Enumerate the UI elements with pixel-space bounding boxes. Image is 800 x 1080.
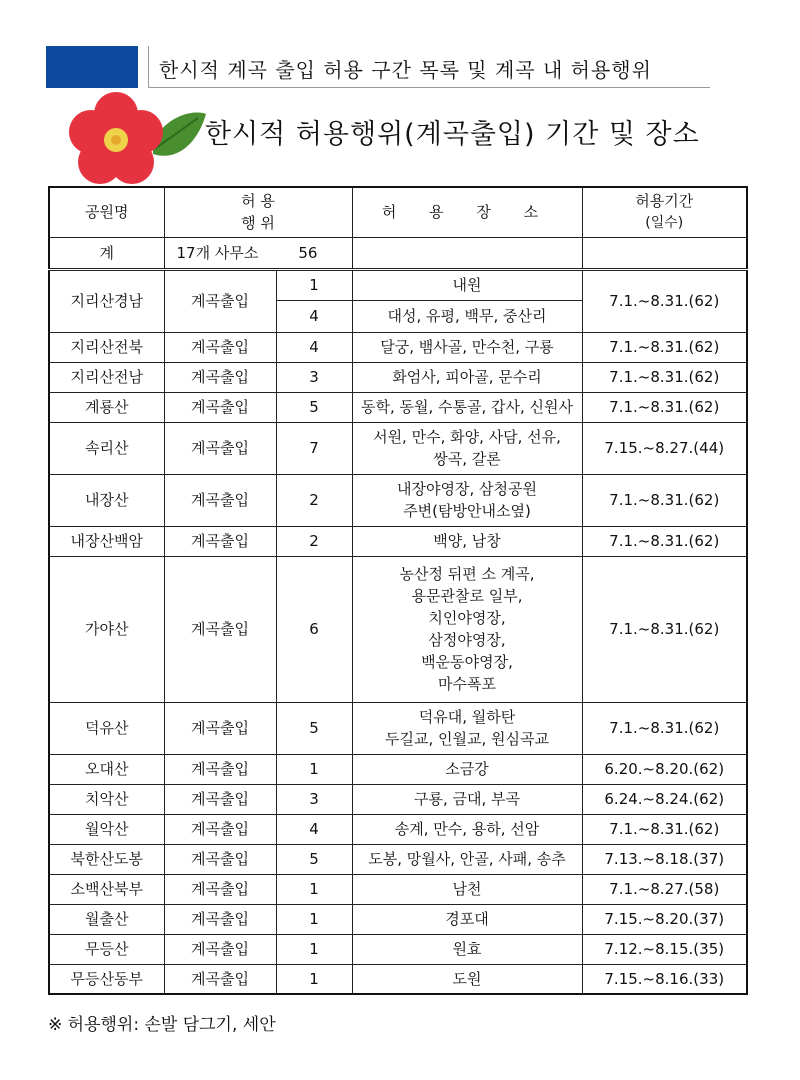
table-row: 치악산 계곡출입 3 구룡, 금대, 부곡 6.24.~8.24.(62) — [49, 784, 747, 814]
table-row: 소백산북부 계곡출입 1 남천 7.1.~8.27.(58) — [49, 874, 747, 904]
total-label: 계 — [49, 237, 164, 269]
header-park: 공원명 — [49, 187, 164, 237]
table-row: 지리산경남 계곡출입 1 내원 7.1.~8.31.(62) — [49, 269, 747, 300]
table-row: 북한산도봉 계곡출입 5 도봉, 망월사, 안골, 사패, 송추 7.13.~8.18.(37) — [49, 844, 747, 874]
table-row: 가야산 계곡출입 6 농산정 뒤편 소 계곡, 용문관찰로 일부, 치인야영장, 삼정야영장, 백운동야영장, 마수폭포 7.1.~8.31.(62) — [49, 556, 747, 702]
header-accent-box — [46, 46, 138, 88]
table-row: 무등산 계곡출입 1 원효 7.12.~8.15.(35) — [49, 934, 747, 964]
table-row: 오대산 계곡출입 1 소금강 6.20.~8.20.(62) — [49, 754, 747, 784]
table-row: 무등산동부 계곡출입 1 도원 7.15.~8.16.(33) — [49, 964, 747, 994]
table-row: 내장산백암 계곡출입 2 백양, 남창 7.1.~8.31.(62) — [49, 526, 747, 556]
main-title: 한시적 허용행위(계곡출입) 기간 및 장소 — [205, 119, 700, 150]
total-row — [49, 237, 747, 269]
table-header-row — [49, 187, 747, 237]
table-row: 지리산전북 계곡출입 4 달궁, 뱀사골, 만수천, 구룡 7.1.~8.31.(62) — [49, 332, 747, 362]
table-row: 계룡산 계곡출입 5 동학, 동월, 수통골, 갑사, 신원사 7.1.~8.31.(62) — [49, 392, 747, 422]
section-title: 한시적 계곡 출입 허용 구간 목록 및 계곡 내 허용행위 — [159, 58, 652, 82]
table-row: 속리산 계곡출입 7 서원, 만수, 화양, 사담, 선유, 쌍곡, 갈론 7.15.~8.27.(44) — [49, 422, 747, 474]
total-place — [352, 237, 582, 269]
header-place: 허 용 장 소 — [352, 187, 582, 237]
table-row: 덕유산 계곡출입 5 덕유대, 월하탄 두길교, 인월교, 원심곡교 7.1.~8.31.(62) — [49, 702, 747, 754]
footnote: ※ 허용행위: 손발 담그기, 세안 — [48, 1015, 276, 1035]
header-period: 허용기간 (일수) — [582, 187, 747, 237]
table-row: 내장산 계곡출입 2 내장야영장, 삼청공원 주변(탐방안내소옆) 7.1.~8.31.(62) — [49, 474, 747, 526]
section-header — [148, 46, 710, 88]
table-row: 월출산 계곡출입 1 경포대 7.15.~8.20.(37) — [49, 904, 747, 934]
table-row: 지리산전남 계곡출입 3 화엄사, 피아골, 문수리 7.1.~8.31.(62) — [49, 362, 747, 392]
table-row: 4 대성, 유평, 백무, 중산리 — [49, 300, 747, 332]
table-row: 월악산 계곡출입 4 송계, 만수, 용하, 선암 7.1.~8.31.(62) — [49, 814, 747, 844]
header-activity: 허 용 행 위 — [164, 187, 352, 237]
total-period — [582, 237, 747, 269]
permit-table — [48, 186, 748, 995]
total-summary: 17개 사무소 56 — [164, 237, 352, 269]
flower-icon — [58, 92, 208, 192]
